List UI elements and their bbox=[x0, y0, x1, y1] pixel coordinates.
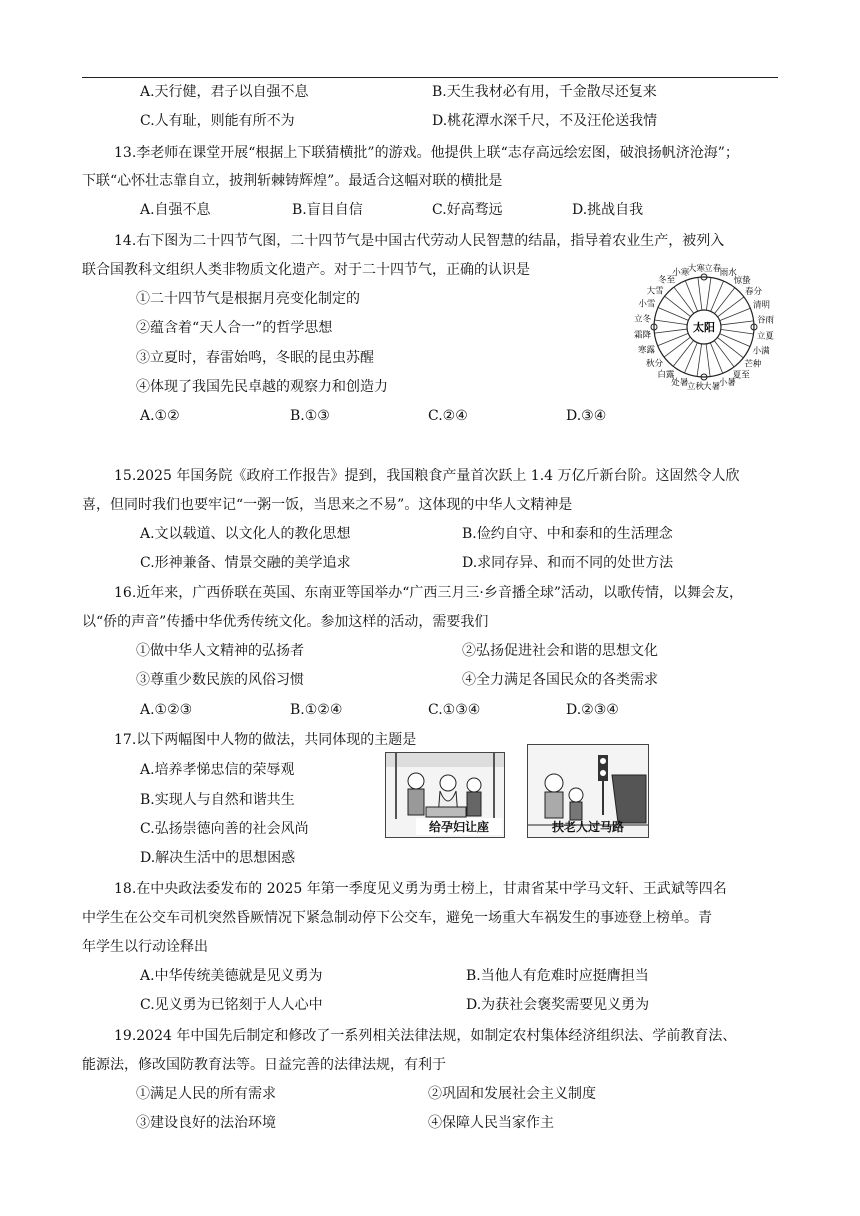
q17-option-a: A.培养孝悌忠信的荣辱观 bbox=[140, 762, 295, 778]
q18-option-c: C.见义勇为已铭刻于人人心中 bbox=[140, 997, 323, 1013]
wheel-spoke bbox=[697, 344, 702, 377]
wheel-spoke bbox=[717, 337, 743, 357]
wheel-spoke bbox=[673, 340, 693, 366]
q18-stem-line1: 18.在中央政法委发布的 2025 年第一季度见义勇为勇士榜上，甘肃省某中学马文轩、王武斌等四名 bbox=[114, 881, 727, 897]
q14-option-b: B.①③ bbox=[290, 408, 330, 424]
q17-option-b: B.实现人与自然和谐共生 bbox=[140, 792, 295, 808]
q18-option-a: A.中华传统美德就是见义勇为 bbox=[140, 968, 323, 984]
solar-term-label: 小满 bbox=[752, 346, 770, 357]
solar-term-label: 小暑 bbox=[718, 378, 736, 389]
q16-option-b: B.①②④ bbox=[290, 702, 343, 718]
solar-term-label: 霜降 bbox=[633, 330, 651, 341]
solar-term-label: 小寒 bbox=[672, 267, 690, 278]
q13-option-c: C.好高骛远 bbox=[432, 202, 503, 218]
q13-stem-line2: 下联“心怀壮志靠自立，披荆斩棘铸辉煌”。最适合这幅对联的横批是 bbox=[82, 173, 503, 189]
wheel-spoke bbox=[720, 308, 751, 320]
cartoon-caption-1: 给孕妇让座 bbox=[416, 818, 502, 835]
q16-stem-line2: 以“侨的声音”传播中华优秀传统文化。参加这样的活动，需要我们 bbox=[82, 614, 489, 630]
q13-option-a: A.自强不息 bbox=[140, 202, 211, 218]
solar-term-label: 处暑 bbox=[671, 377, 689, 388]
q15-stem-line1: 15.2025 年国务院《政府工作报告》提到，我国粮食产量首次跃上 1.4 万亿斤新台阶。这固然令人欣 bbox=[114, 468, 740, 484]
q18-stem-line2: 中学生在公交车司机突然昏厥情况下紧急制动停下公交车，避免一场重大车祸发生的事迹登上榜单。青 bbox=[82, 910, 712, 926]
wheel-spoke bbox=[654, 320, 687, 325]
wheel-spoke bbox=[706, 344, 710, 377]
q19-stem-line1: 19.2024 年中国先后制定和修改了一系列相关法律法规，如制定农村集体经济组织法、学前教育法、 bbox=[114, 1028, 737, 1044]
q15-option-a: A.文以载道、以文化人的教化思想 bbox=[140, 526, 351, 542]
wheel-spoke bbox=[710, 343, 722, 374]
solar-term-label: 立夏 bbox=[756, 331, 774, 342]
q16-stem-line1: 16.近年来，广西侨联在英国、东南亚等国举办“广西三月三·乡音播全球”活动，以歌传情，以舞会友， bbox=[114, 585, 744, 601]
wheel-spoke bbox=[720, 334, 750, 347]
q18-option-d: D.为获社会褒奖需要见义勇为 bbox=[466, 997, 650, 1013]
q14-stem-line1: 14.右下图为二十四节气图，二十四节气是中国古代劳动人民智慧的结晶，指导着农业生产，被列入 bbox=[114, 233, 725, 249]
q13-option-d: D.挑战自我 bbox=[572, 202, 644, 218]
wheel-spoke bbox=[714, 288, 734, 314]
wheel-spoke bbox=[721, 329, 754, 334]
solar-term-label: 春分 bbox=[745, 287, 763, 298]
q16-option-d: D.②③④ bbox=[566, 702, 619, 718]
q18-option-b: B.当他人有危难时应挺膺担当 bbox=[466, 968, 649, 984]
q14-stem-line2: 联合国教科文组织人类非物质文化遗产。对于二十四节气，正确的认识是 bbox=[82, 262, 530, 278]
solar-term-label: 立秋 bbox=[686, 381, 704, 392]
solar-term-label: 惊蛰 bbox=[733, 276, 751, 287]
solar-term-label: 谷雨 bbox=[757, 315, 775, 326]
q12-option-c: C.人有耻，则能有所不为 bbox=[140, 113, 295, 129]
q16-statement-4: ④全力满足各国民众的各类需求 bbox=[462, 672, 658, 688]
q14-statement-1: ①二十四节气是根据月亮变化制定的 bbox=[136, 291, 360, 307]
q19-statement-1: ①满足人民的所有需求 bbox=[136, 1086, 276, 1102]
wheel-spoke bbox=[654, 329, 687, 333]
wheel-spoke bbox=[664, 337, 690, 357]
q14-option-a: A.①② bbox=[140, 408, 180, 424]
q16-option-c: C.①③④ bbox=[428, 702, 481, 718]
solar-term-label: 秋分 bbox=[645, 358, 663, 369]
q16-statement-2: ②弘扬促进社会和谐的思想文化 bbox=[462, 643, 658, 659]
solar-term-label: 白露 bbox=[657, 369, 675, 380]
q15-option-d: D.求同存异、和而不同的处世方法 bbox=[462, 555, 674, 571]
q14-option-d: D.③④ bbox=[566, 408, 607, 424]
wheel-spoke bbox=[685, 281, 697, 312]
q13-option-b: B.盲目自信 bbox=[292, 202, 363, 218]
q16-option-a: A.①②③ bbox=[140, 702, 193, 718]
cartoon-seat-for-pregnant bbox=[385, 752, 505, 838]
q14-statement-3: ③立夏时，春雷始鸣，冬眠的昆虫苏醒 bbox=[136, 350, 374, 366]
q14-option-c: C.②④ bbox=[428, 408, 468, 424]
solar-term-label: 冬至 bbox=[658, 275, 676, 286]
q12-option-d: D.桃花潭水深千尺，不及汪伦送我情 bbox=[432, 113, 658, 129]
q16-statement-3: ③尊重少数民族的风俗习惯 bbox=[136, 672, 304, 688]
q16-statement-1: ①做中华人文精神的弘扬者 bbox=[136, 643, 304, 659]
q19-statement-3: ③建设良好的法治环境 bbox=[136, 1115, 276, 1131]
wheel-spoke bbox=[706, 277, 711, 310]
wheel-spoke bbox=[711, 281, 724, 311]
q19-stem-line2: 能源法，修改国防教育法等。日益完善的法律法规，有利于 bbox=[82, 1057, 446, 1073]
q15-option-c: C.形神兼备、情景交融的美学追求 bbox=[140, 555, 351, 571]
cartoon-help-elder bbox=[527, 744, 649, 838]
q18-stem-line3: 年学生以行动诠释出 bbox=[82, 939, 208, 955]
solar-term-label: 芒种 bbox=[744, 359, 762, 370]
q17-option-d: D.解决生活中的思想困惑 bbox=[140, 850, 296, 866]
q17-stem: 17.以下两幅图中人物的做法，共同体现的主题是 bbox=[114, 732, 417, 748]
cartoon-caption-2: 扶老人过马路 bbox=[551, 820, 624, 834]
wheel-spoke bbox=[718, 297, 744, 317]
solar-term-label: 大寒 bbox=[687, 263, 705, 274]
solar-term-label: 夏至 bbox=[732, 370, 750, 381]
header-rule bbox=[82, 77, 778, 78]
solar-terms-wheel bbox=[620, 256, 788, 398]
q17-option-c: C.弘扬崇德向善的社会风尚 bbox=[140, 821, 309, 837]
q15-option-b: B.俭约自守、中和泰和的生活理念 bbox=[462, 526, 673, 542]
solar-term-label: 清明 bbox=[752, 300, 770, 311]
wheel-spoke bbox=[674, 287, 694, 313]
q13-stem-line1: 13.李老师在课堂开展“根据上下联猜横批”的游戏。他提供上联“志存高远绘宏图，破浪扬帆济沧海”； bbox=[114, 145, 739, 161]
solar-term-label: 大暑 bbox=[703, 382, 721, 393]
solar-term-label: 立春 bbox=[704, 264, 722, 275]
wheel-spoke bbox=[658, 307, 688, 320]
q12-option-b: B.天生我材必有用，千金散尽还复来 bbox=[432, 84, 657, 100]
q15-stem-line2: 喜，但同时我们也要牢记“一粥一饭，当思来之不易”。这体现的中华人文精神是 bbox=[82, 497, 573, 513]
wheel-spoke bbox=[721, 321, 754, 325]
wheel-spoke bbox=[714, 341, 734, 367]
solar-term-label: 小雪 bbox=[638, 299, 656, 310]
solar-term-label: 大雪 bbox=[646, 286, 664, 297]
wheel-spoke bbox=[658, 333, 689, 345]
solar-term-label: 立冬 bbox=[634, 314, 652, 325]
solar-term-label: 雨水 bbox=[719, 268, 737, 279]
q14-statement-4: ④体现了我国先民卓越的观察力和创造力 bbox=[136, 379, 388, 395]
wheel-spoke bbox=[698, 277, 702, 310]
q19-statement-2: ②巩固和发展社会主义制度 bbox=[428, 1086, 596, 1102]
q19-statement-4: ④保障人民当家作主 bbox=[428, 1115, 554, 1131]
wheel-spoke bbox=[684, 343, 697, 373]
solar-term-label: 寒露 bbox=[638, 345, 656, 356]
q14-statement-2: ②蕴含着“天人合一”的哲学思想 bbox=[136, 320, 333, 336]
wheel-center-label: 太阳 bbox=[693, 321, 715, 334]
q12-option-a: A.天行健，君子以自强不息 bbox=[140, 84, 309, 100]
wheel-spoke bbox=[665, 296, 691, 316]
